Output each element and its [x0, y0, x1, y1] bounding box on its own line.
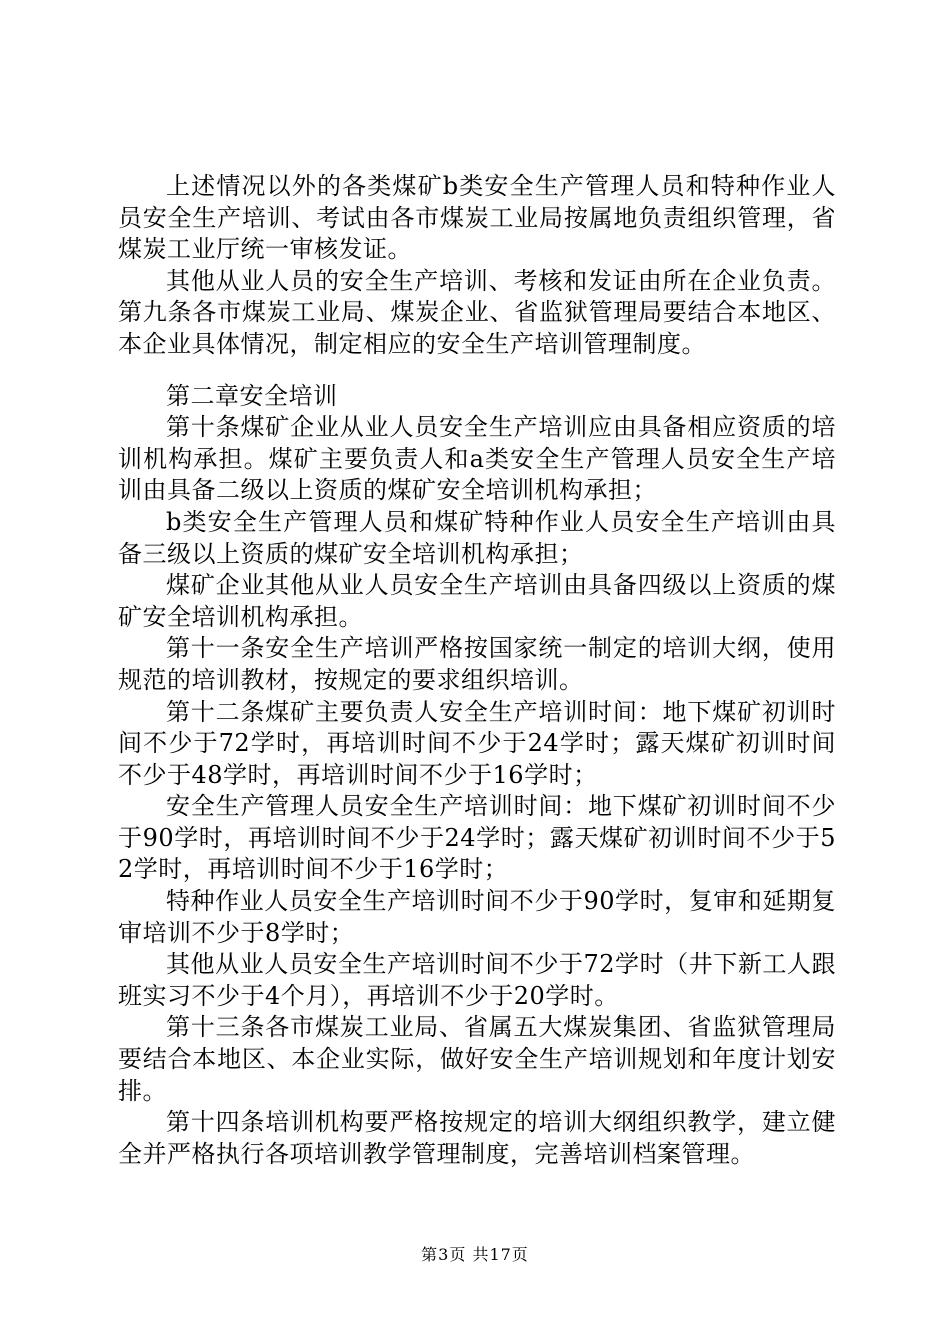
- page-number-footer: 第3页 共17页: [421, 1245, 529, 1264]
- paragraph: 第十三条各市煤炭工业局、省属五大煤炭集团、省监狱管理局要结合本地区、本企业实际，做好安全生产培训规划和年度计划安排。: [118, 1013, 836, 1105]
- paragraph: 第十四条培训机构要严格按规定的培训大纲组织教学，建立健全并严格执行各项培训教学管理制度，完善培训档案管理。: [118, 1108, 836, 1168]
- paragraph: 特种作业人员安全生产培训时间不少于90学时，复审和延期复审培训不少于8学时；: [118, 887, 836, 947]
- paragraph: 其他从业人员安全生产培训时间不少于72学时（井下新工人跟班实习不少于4个月），再培训不少于20学时。: [118, 950, 836, 1010]
- paragraph: 第十条煤矿企业从业人员安全生产培训应由具备相应资质的培训机构承担。煤矿主要负责人和a类安全生产管理人员安全生产培训由具备二级以上资质的煤矿安全培训机构承担；: [118, 413, 836, 505]
- paragraph: 第十二条煤矿主要负责人安全生产培训时间：地下煤矿初训时间不少于72学时，再培训时间不少于24学时；露天煤矿初训时间不少于48学时，再培训时间不少于16学时；: [118, 697, 836, 789]
- paragraph: 上述情况以外的各类煤矿b类安全生产管理人员和特种作业人员安全生产培训、考试由各市煤炭工业局按属地负责组织管理，省煤炭工业厅统一审核发证。: [118, 172, 836, 264]
- paragraph: 其他从业人员的安全生产培训、考核和发证由所在企业负责。第九条各市煤炭工业局、煤炭企业、省监狱管理局要结合本地区、本企业具体情况，制定相应的安全生产培训管理制度。: [118, 266, 836, 358]
- paragraph: 煤矿企业其他从业人员安全生产培训由具备四级以上资质的煤矿安全培训机构承担。: [118, 571, 836, 631]
- document-body: [118, 171, 836, 1170]
- chapter-heading: 第二章安全培训: [166, 381, 338, 410]
- paragraph: 安全生产管理人员安全生产培训时间：地下煤矿初训时间不少于90学时，再培训时间不少于24学时；露天煤矿初训时间不少于52学时，再培训时间不少于16学时；: [118, 792, 836, 884]
- paragraph: b类安全生产管理人员和煤矿特种作业人员安全生产培训由具备三级以上资质的煤矿安全培训机构承担；: [118, 507, 836, 568]
- paragraph: 第十一条安全生产培训严格按国家统一制定的培训大纲，使用规范的培训教材，按规定的要求组织培训。: [118, 634, 836, 694]
